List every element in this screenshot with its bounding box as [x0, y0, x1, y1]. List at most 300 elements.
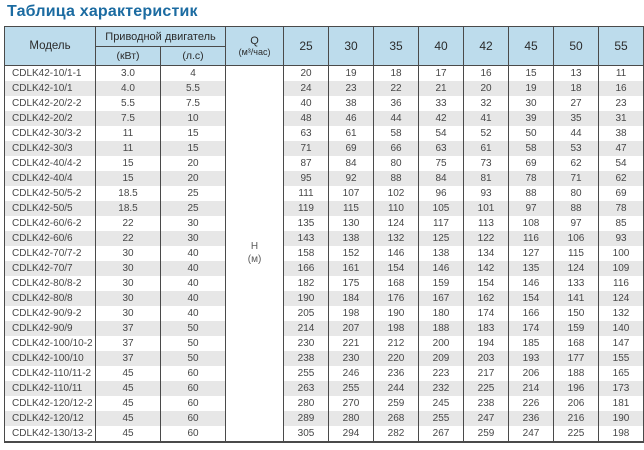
power-hp-cell: 60	[161, 381, 226, 396]
power-hp-cell: 40	[161, 261, 226, 276]
head-value-cell: 32	[464, 96, 509, 111]
column-header-motor-group: Приводной двигатель	[96, 27, 226, 47]
head-symbol: Н	[250, 241, 259, 252]
power-kw-cell: 37	[96, 336, 161, 351]
head-value-cell: 111	[284, 186, 329, 201]
power-hp-cell: 40	[161, 306, 226, 321]
head-value-cell: 105	[419, 201, 464, 216]
head-value-cell: 88	[554, 201, 599, 216]
power-hp-cell: 30	[161, 231, 226, 246]
head-value-cell: 196	[554, 381, 599, 396]
power-kw-cell: 37	[96, 351, 161, 366]
head-value-cell: 23	[329, 81, 374, 96]
head-value-cell: 93	[464, 186, 509, 201]
power-kw-cell: 7.5	[96, 111, 161, 126]
head-value-cell: 216	[554, 411, 599, 426]
power-kw-cell: 11	[96, 141, 161, 156]
head-value-cell: 154	[464, 276, 509, 291]
head-value-cell: 18	[374, 66, 419, 82]
head-value-cell: 150	[554, 306, 599, 321]
table-row	[5, 141, 644, 156]
head-value-cell: 93	[599, 231, 644, 246]
head-value-cell: 138	[419, 246, 464, 261]
head-value-cell: 78	[509, 171, 554, 186]
power-kw-cell: 37	[96, 321, 161, 336]
head-value-cell: 132	[374, 231, 419, 246]
table-row	[5, 111, 644, 126]
head-value-cell: 280	[329, 411, 374, 426]
table-row	[5, 96, 644, 111]
head-value-cell: 96	[419, 186, 464, 201]
head-value-cell: 15	[509, 66, 554, 82]
head-value-cell: 106	[554, 231, 599, 246]
column-header-flow-25: 25	[284, 27, 329, 66]
head-value-cell: 78	[599, 201, 644, 216]
table-row	[5, 201, 644, 216]
head-value-cell: 46	[329, 111, 374, 126]
head-value-cell: 125	[419, 231, 464, 246]
model-cell: CDLK42-80/8	[5, 291, 96, 306]
head-value-cell: 115	[329, 201, 374, 216]
power-hp-cell: 60	[161, 396, 226, 411]
head-value-cell: 190	[374, 306, 419, 321]
head-value-cell: 107	[329, 186, 374, 201]
model-cell: CDLK42-10/1	[5, 81, 96, 96]
model-cell: CDLK42-20/2	[5, 111, 96, 126]
head-value-cell: 263	[284, 381, 329, 396]
head-value-cell: 205	[284, 306, 329, 321]
table-row	[5, 126, 644, 141]
power-kw-cell: 30	[96, 246, 161, 261]
model-cell: CDLK42-10/1-1	[5, 66, 96, 82]
head-value-cell: 16	[464, 66, 509, 82]
column-header-flow-q	[226, 27, 284, 66]
head-value-cell: 305	[284, 426, 329, 442]
head-value-cell: 294	[329, 426, 374, 442]
model-cell: CDLK42-80/8-2	[5, 276, 96, 291]
power-hp-cell: 7.5	[161, 96, 226, 111]
head-value-cell: 81	[464, 171, 509, 186]
head-value-cell: 206	[554, 396, 599, 411]
table-body	[5, 66, 644, 443]
table-row	[5, 336, 644, 351]
head-value-cell: 108	[509, 216, 554, 231]
power-kw-cell: 45	[96, 426, 161, 442]
head-value-cell: 119	[284, 201, 329, 216]
power-hp-cell: 50	[161, 351, 226, 366]
head-value-cell: 183	[464, 321, 509, 336]
power-hp-cell: 10	[161, 111, 226, 126]
model-cell: CDLK42-40/4	[5, 171, 96, 186]
power-hp-cell: 60	[161, 411, 226, 426]
head-value-cell: 138	[329, 231, 374, 246]
page-title: Таблица характеристик	[7, 3, 198, 20]
head-value-cell: 44	[374, 111, 419, 126]
head-value-cell: 73	[464, 156, 509, 171]
head-value-cell: 232	[419, 381, 464, 396]
table-row	[5, 426, 644, 442]
head-value-cell: 85	[599, 216, 644, 231]
head-value-cell: 198	[329, 306, 374, 321]
head-value-cell: 135	[284, 216, 329, 231]
table-row	[5, 381, 644, 396]
head-value-cell: 141	[554, 291, 599, 306]
head-value-cell: 214	[284, 321, 329, 336]
head-value-cell: 244	[374, 381, 419, 396]
head-value-cell: 130	[329, 216, 374, 231]
head-value-cell: 255	[329, 381, 374, 396]
table-row	[5, 411, 644, 426]
head-value-cell: 220	[374, 351, 419, 366]
head-value-cell: 117	[419, 216, 464, 231]
table-row	[5, 66, 644, 82]
table-header	[5, 27, 644, 66]
head-value-cell: 245	[419, 396, 464, 411]
head-value-cell: 38	[329, 96, 374, 111]
head-value-cell: 185	[509, 336, 554, 351]
head-value-cell: 159	[554, 321, 599, 336]
head-value-cell: 221	[329, 336, 374, 351]
table-row	[5, 261, 644, 276]
head-value-cell: 174	[509, 321, 554, 336]
head-value-cell: 174	[464, 306, 509, 321]
head-value-cell: 19	[509, 81, 554, 96]
head-value-cell: 124	[599, 291, 644, 306]
power-hp-cell: 60	[161, 426, 226, 442]
head-value-cell: 154	[374, 261, 419, 276]
characteristics-table	[4, 26, 644, 443]
column-header-flow-50: 50	[554, 27, 599, 66]
head-value-cell: 238	[284, 351, 329, 366]
head-value-cell: 247	[509, 426, 554, 442]
power-hp-cell: 25	[161, 201, 226, 216]
head-value-cell: 127	[509, 246, 554, 261]
head-value-cell: 166	[284, 261, 329, 276]
head-value-cell: 35	[554, 111, 599, 126]
head-value-cell: 84	[419, 171, 464, 186]
head-value-cell: 69	[599, 186, 644, 201]
head-value-cell: 13	[554, 66, 599, 82]
head-value-cell: 41	[464, 111, 509, 126]
head-value-cell: 182	[284, 276, 329, 291]
table-row	[5, 156, 644, 171]
table-row	[5, 366, 644, 381]
model-cell: CDLK42-70/7	[5, 261, 96, 276]
table-row	[5, 276, 644, 291]
model-cell: CDLK42-40/4-2	[5, 156, 96, 171]
head-value-cell: 44	[554, 126, 599, 141]
model-cell: CDLK42-100/10-2	[5, 336, 96, 351]
head-value-cell: 133	[554, 276, 599, 291]
head-value-cell: 154	[509, 291, 554, 306]
head-value-cell: 166	[509, 306, 554, 321]
power-hp-cell: 40	[161, 291, 226, 306]
head-value-cell: 259	[464, 426, 509, 442]
head-value-cell: 122	[464, 231, 509, 246]
power-kw-cell: 45	[96, 366, 161, 381]
head-value-cell: 270	[329, 396, 374, 411]
head-value-cell: 116	[509, 231, 554, 246]
head-value-cell: 175	[329, 276, 374, 291]
head-value-cell: 194	[464, 336, 509, 351]
table-row	[5, 186, 644, 201]
head-value-cell: 61	[464, 141, 509, 156]
model-cell: CDLK42-110/11	[5, 381, 96, 396]
head-value-cell: 75	[419, 156, 464, 171]
head-value-cell: 92	[329, 171, 374, 186]
table-row	[5, 246, 644, 261]
table-row	[5, 306, 644, 321]
head-value-cell: 280	[284, 396, 329, 411]
head-value-cell: 38	[599, 126, 644, 141]
head-value-cell: 62	[599, 171, 644, 186]
head-value-cell: 124	[554, 261, 599, 276]
head-value-cell: 188	[554, 366, 599, 381]
head-value-cell: 236	[509, 411, 554, 426]
head-value-cell: 102	[374, 186, 419, 201]
power-hp-cell: 15	[161, 126, 226, 141]
head-value-cell: 225	[554, 426, 599, 442]
head-value-cell: 71	[284, 141, 329, 156]
head-value-cell: 53	[554, 141, 599, 156]
model-cell: CDLK42-50/5-2	[5, 186, 96, 201]
head-value-cell: 63	[419, 141, 464, 156]
power-kw-cell: 18.5	[96, 186, 161, 201]
power-kw-cell: 3.0	[96, 66, 161, 82]
model-cell: CDLK42-120/12	[5, 411, 96, 426]
model-cell: CDLK42-110/11-2	[5, 366, 96, 381]
power-kw-cell: 15	[96, 171, 161, 186]
head-value-cell: 69	[509, 156, 554, 171]
model-cell: CDLK42-90/9	[5, 321, 96, 336]
power-kw-cell: 15	[96, 156, 161, 171]
power-hp-cell: 20	[161, 171, 226, 186]
head-value-cell: 52	[464, 126, 509, 141]
head-value-cell: 198	[599, 426, 644, 442]
head-value-cell: 11	[599, 66, 644, 82]
head-value-cell: 36	[374, 96, 419, 111]
power-kw-cell: 4.0	[96, 81, 161, 96]
head-value-cell: 62	[554, 156, 599, 171]
power-hp-cell: 20	[161, 156, 226, 171]
head-value-cell: 54	[599, 156, 644, 171]
head-value-cell: 246	[329, 366, 374, 381]
power-hp-cell: 5.5	[161, 81, 226, 96]
head-value-cell: 69	[329, 141, 374, 156]
head-value-cell: 132	[599, 306, 644, 321]
head-value-cell: 217	[464, 366, 509, 381]
column-header-flow-45: 45	[509, 27, 554, 66]
head-value-cell: 88	[374, 171, 419, 186]
model-cell: CDLK42-100/10	[5, 351, 96, 366]
head-value-cell: 184	[329, 291, 374, 306]
model-cell: CDLK42-70/7-2	[5, 246, 96, 261]
head-value-cell: 168	[554, 336, 599, 351]
head-value-cell: 177	[554, 351, 599, 366]
head-value-cell: 110	[374, 201, 419, 216]
head-value-cell: 203	[464, 351, 509, 366]
model-cell: CDLK42-30/3-2	[5, 126, 96, 141]
head-value-cell: 190	[599, 411, 644, 426]
head-value-cell: 27	[554, 96, 599, 111]
table-row	[5, 321, 644, 336]
head-value-cell: 259	[374, 396, 419, 411]
head-value-cell: 230	[329, 351, 374, 366]
head-value-cell: 140	[599, 321, 644, 336]
head-value-cell: 63	[284, 126, 329, 141]
head-value-cell: 17	[419, 66, 464, 82]
head-value-cell: 198	[374, 321, 419, 336]
head-value-cell: 146	[509, 276, 554, 291]
head-value-cell: 135	[509, 261, 554, 276]
head-value-cell: 20	[284, 66, 329, 82]
model-cell: CDLK42-60/6	[5, 231, 96, 246]
head-value-cell: 88	[509, 186, 554, 201]
column-header-kw: (кВт)	[96, 47, 161, 66]
head-value-cell: 100	[599, 246, 644, 261]
power-hp-cell: 15	[161, 141, 226, 156]
table-row	[5, 81, 644, 96]
head-value-cell: 225	[464, 381, 509, 396]
head-value-cell: 165	[599, 366, 644, 381]
head-value-cell: 247	[464, 411, 509, 426]
model-cell: CDLK42-120/12-2	[5, 396, 96, 411]
power-hp-cell: 25	[161, 186, 226, 201]
power-kw-cell: 22	[96, 216, 161, 231]
head-value-cell: 152	[329, 246, 374, 261]
head-value-cell: 18	[554, 81, 599, 96]
model-cell: CDLK42-50/5	[5, 201, 96, 216]
head-unit: (м)	[247, 253, 262, 265]
power-kw-cell: 30	[96, 306, 161, 321]
head-value-cell: 206	[509, 366, 554, 381]
head-value-cell: 61	[329, 126, 374, 141]
head-value-cell: 134	[464, 246, 509, 261]
column-header-flow-30: 30	[329, 27, 374, 66]
model-cell: CDLK42-130/13-2	[5, 426, 96, 442]
head-value-cell: 142	[464, 261, 509, 276]
head-value-cell: 236	[374, 366, 419, 381]
head-value-cell: 146	[419, 261, 464, 276]
head-value-cell: 95	[284, 171, 329, 186]
head-value-cell: 255	[419, 411, 464, 426]
head-value-cell: 223	[419, 366, 464, 381]
head-value-cell: 40	[284, 96, 329, 111]
table-row	[5, 231, 644, 246]
head-value-cell: 155	[599, 351, 644, 366]
power-hp-cell: 40	[161, 276, 226, 291]
power-hp-cell: 30	[161, 216, 226, 231]
head-value-cell: 23	[599, 96, 644, 111]
column-header-hp: (л.с)	[161, 47, 226, 66]
power-kw-cell: 45	[96, 381, 161, 396]
head-value-cell: 230	[284, 336, 329, 351]
head-value-cell: 267	[419, 426, 464, 442]
power-kw-cell: 5.5	[96, 96, 161, 111]
head-value-cell: 115	[554, 246, 599, 261]
head-value-cell: 84	[329, 156, 374, 171]
head-meters-label-cell	[226, 66, 284, 443]
head-value-cell: 33	[419, 96, 464, 111]
head-value-cell: 209	[419, 351, 464, 366]
head-value-cell: 58	[509, 141, 554, 156]
head-value-cell: 282	[374, 426, 419, 442]
table-row	[5, 216, 644, 231]
model-cell: CDLK42-30/3	[5, 141, 96, 156]
head-value-cell: 200	[419, 336, 464, 351]
head-value-cell: 158	[284, 246, 329, 261]
head-value-cell: 48	[284, 111, 329, 126]
head-value-cell: 176	[374, 291, 419, 306]
model-cell: CDLK42-60/6-2	[5, 216, 96, 231]
head-value-cell: 113	[464, 216, 509, 231]
head-value-cell: 180	[419, 306, 464, 321]
head-value-cell: 268	[374, 411, 419, 426]
table-row	[5, 396, 644, 411]
head-value-cell: 31	[599, 111, 644, 126]
column-header-flow-40: 40	[419, 27, 464, 66]
head-value-cell: 289	[284, 411, 329, 426]
head-value-cell: 193	[509, 351, 554, 366]
table-row	[5, 291, 644, 306]
head-value-cell: 71	[554, 171, 599, 186]
head-value-cell: 167	[419, 291, 464, 306]
head-value-cell: 47	[599, 141, 644, 156]
head-value-cell: 146	[374, 246, 419, 261]
head-value-cell: 159	[419, 276, 464, 291]
head-value-cell: 188	[419, 321, 464, 336]
head-value-cell: 161	[329, 261, 374, 276]
power-hp-cell: 40	[161, 246, 226, 261]
model-cell: CDLK42-20/2-2	[5, 96, 96, 111]
head-value-cell: 54	[419, 126, 464, 141]
head-value-cell: 42	[419, 111, 464, 126]
head-value-cell: 80	[374, 156, 419, 171]
head-value-cell: 39	[509, 111, 554, 126]
power-kw-cell: 18.5	[96, 201, 161, 216]
power-hp-cell: 4	[161, 66, 226, 82]
power-kw-cell: 30	[96, 276, 161, 291]
power-kw-cell: 11	[96, 126, 161, 141]
head-value-cell: 30	[509, 96, 554, 111]
head-value-cell: 109	[599, 261, 644, 276]
power-kw-cell: 30	[96, 291, 161, 306]
column-header-flow-55: 55	[599, 27, 644, 66]
column-header-flow-35: 35	[374, 27, 419, 66]
head-value-cell: 162	[464, 291, 509, 306]
power-kw-cell: 22	[96, 231, 161, 246]
head-value-cell: 190	[284, 291, 329, 306]
head-value-cell: 20	[464, 81, 509, 96]
table-row	[5, 171, 644, 186]
head-value-cell: 226	[509, 396, 554, 411]
head-value-cell: 238	[464, 396, 509, 411]
power-kw-cell: 45	[96, 411, 161, 426]
head-value-cell: 24	[284, 81, 329, 96]
head-value-cell: 207	[329, 321, 374, 336]
head-value-cell: 214	[509, 381, 554, 396]
head-value-cell: 143	[284, 231, 329, 246]
column-header-model: Модель	[5, 27, 96, 66]
head-value-cell: 147	[599, 336, 644, 351]
head-value-cell: 80	[554, 186, 599, 201]
power-kw-cell: 45	[96, 396, 161, 411]
head-value-cell: 97	[509, 201, 554, 216]
power-kw-cell: 30	[96, 261, 161, 276]
column-header-flow-42: 42	[464, 27, 509, 66]
head-value-cell: 66	[374, 141, 419, 156]
power-hp-cell: 50	[161, 336, 226, 351]
